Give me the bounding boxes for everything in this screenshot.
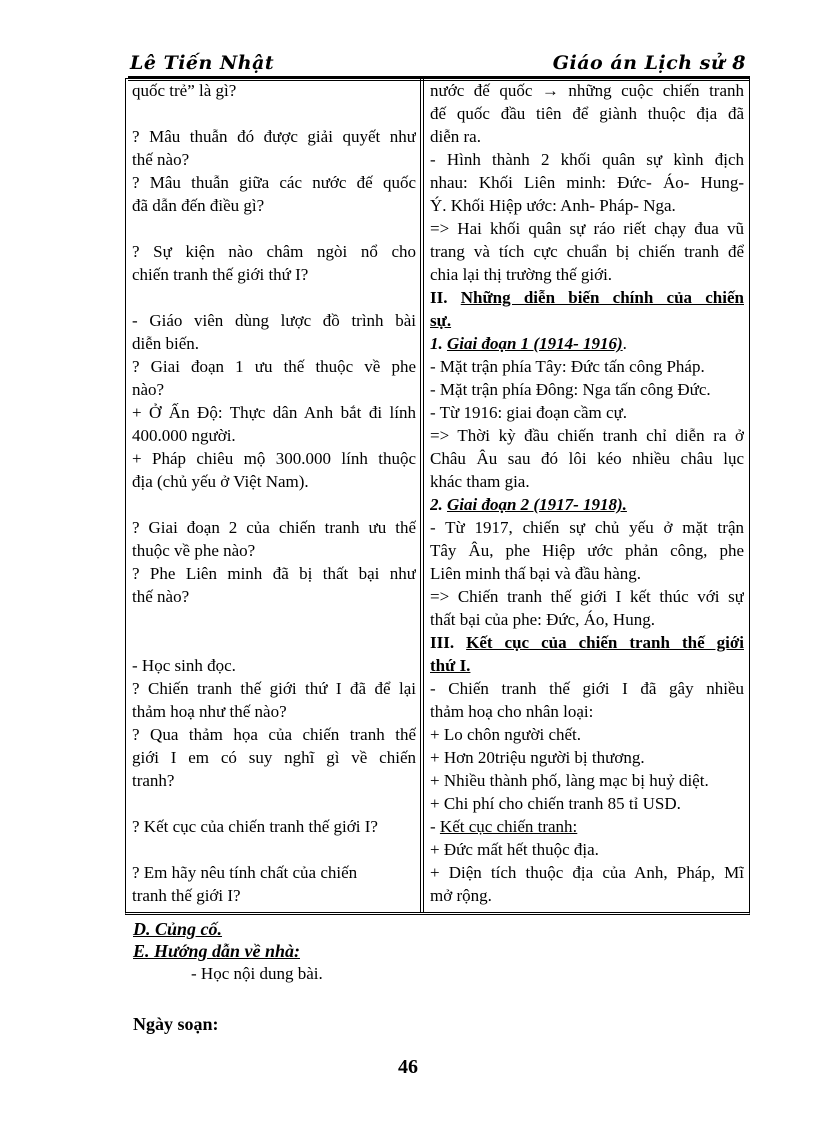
text-line (132, 102, 416, 125)
text-line (132, 631, 416, 654)
homework-item: - Học nội dung bài. (191, 964, 323, 983)
page-header (128, 52, 750, 76)
text-line: + Ở Ấn Độ: Thực dân Anh bắt đi lính (132, 403, 416, 422)
text-line: chiến tranh thế giới thứ I? (132, 265, 309, 284)
lesson-table (125, 78, 750, 915)
text-line: 400.000 người. (132, 426, 236, 445)
text-line: + Lo chôn người chết. (430, 725, 582, 744)
text-line: - Giáo viên dùng lược đồ trình bài (132, 311, 416, 330)
period-number: 2. (430, 495, 447, 514)
text-line: giới I em có suy nghĩ gì về chiến (132, 748, 416, 767)
text-line (132, 493, 416, 516)
text-line (430, 286, 744, 309)
text-line: ? Chiến tranh thế giới thứ I đã để lại (132, 679, 416, 698)
text-line: + Chi phí cho chiến tranh 85 tỉ USD. (430, 794, 681, 813)
text-line: chia lại thị trường thế giới. (430, 265, 613, 284)
text-line: + Đức mất hết thuộc địa. (430, 840, 599, 859)
text-line: - Từ 1917, chiến sự chủ yếu ở mặt trận (430, 518, 744, 537)
header-subject: Giáo án Lịch sử 8 (552, 52, 746, 74)
text-line: nước đế quốc → những cuộc chiến tranh (430, 81, 744, 100)
text-line: - Mặt trận phía Tây: Đức tấn công Pháp. (430, 357, 705, 376)
text-line: thế nào? (132, 150, 190, 169)
text-line: Châu Âu sau đó lôi kéo nhiều châu lục (430, 449, 744, 468)
section-e-heading: E. Hướng dẫn về nhà: (133, 941, 300, 961)
section-heading: Kết cục của chiến tranh thế giới (466, 633, 744, 652)
text-line: thuộc về phe nào? (132, 541, 256, 560)
text-line: ? Kết cục của chiến tranh thế giới I? (132, 817, 378, 836)
text-line: - Hình thành 2 khối quân sự kình địch (430, 150, 744, 169)
text-line (132, 608, 416, 631)
text-line: => Thời kỳ đầu chiến tranh chỉ diễn ra ở (430, 426, 744, 445)
text-line: - Chiến tranh thế giới I đã gây nhiều (430, 679, 744, 698)
text-line: => Chiến tranh thế giới I kết thúc với sự (430, 587, 744, 606)
text-line: diễn ra. (430, 127, 481, 146)
text-line: ? Sự kiện nào châm ngòi nổ cho (132, 242, 416, 261)
text-line: sự. (430, 311, 452, 330)
text-line: - Mặt trận phía Đông: Nga tấn công Đức. (430, 380, 711, 399)
section-d-heading: D. Củng cố. (133, 919, 223, 939)
text-line (132, 792, 416, 815)
page-number: 46 (398, 1056, 418, 1078)
text-line: - Học sinh đọc. (132, 656, 236, 675)
subheading-text: Kết cục chiến tranh: (439, 817, 578, 836)
text-line: đế quốc đầu tiên để giành thuộc địa đã (430, 104, 744, 123)
section-number: II. (430, 288, 461, 307)
text-line: ? Em hãy nêu tính chất của chiến (132, 863, 358, 882)
text-line: Tây Âu, phe Hiệp ước phản công, phe (430, 541, 744, 560)
text-line: thảm hoạ như thế nào? (132, 702, 287, 721)
period-heading (430, 493, 744, 516)
text-line: + Diện tích thuộc địa của Anh, Pháp, Mĩ (430, 863, 744, 882)
lesson-footer (133, 918, 633, 986)
section-heading: Những diễn biến chính của chiến (460, 288, 744, 307)
text-line (132, 838, 416, 861)
text-line: tranh thế giới I? (132, 886, 241, 905)
period-tail: . (622, 334, 627, 353)
section-number: III. (430, 633, 467, 652)
text-line: nào? (132, 380, 165, 399)
header-author: Lê Tiến Nhật (130, 52, 275, 74)
text-line: ? Mâu thuẫn giữa các nước đế quốc (132, 173, 416, 192)
text-line: + Pháp chiêu mộ 300.000 lính thuộc (132, 449, 416, 468)
text-line: thảm hoạ cho nhân loại: (430, 702, 594, 721)
column-divider (420, 79, 424, 912)
text-line: mở rộng. (430, 886, 492, 905)
text-line: + Hơn 20triệu người bị thương. (430, 748, 645, 767)
period-heading (430, 332, 744, 355)
text-line: ? Phe Liên minh đã bị thất bại như (132, 564, 416, 583)
text-line: thứ I. (430, 656, 471, 675)
period-title: Giai đoạn 1 (1914- 1916) (447, 334, 623, 353)
bullet-dash: - (430, 817, 440, 836)
period-title: Giai đoạn 2 (1917- 1918). (447, 495, 627, 514)
text-line: diễn biến. (132, 334, 200, 353)
text-line: đã dẫn đến điều gì? (132, 196, 265, 215)
text-line: khác tham gia. (430, 472, 530, 491)
text-line: Ý. Khối Hiệp ước: Anh- Pháp- Nga. (430, 196, 676, 215)
text-line (132, 217, 416, 240)
text-line (132, 286, 416, 309)
lesson-content-column (430, 79, 744, 907)
text-line: ? Qua thảm họa của chiến tranh thế (132, 725, 416, 744)
period-number: 1. (430, 334, 447, 353)
text-line: + Nhiều thành phố, làng mạc bị huỷ diệt. (430, 771, 709, 790)
text-line: thất bại của phe: Đức, Áo, Hung. (430, 610, 655, 629)
ngay-soan-label: Ngày soạn: (133, 1014, 219, 1034)
text-line: ? Giai đoạn 1 ưu thế thuộc về phe (132, 357, 416, 376)
text-line: tranh? (132, 771, 175, 790)
text-line: thế nào? (132, 587, 190, 606)
text-line: ? Giai đoạn 2 của chiến tranh ưu thế (132, 518, 416, 537)
text-line: ? Mâu thuẫn đó được giải quyết như (132, 127, 416, 146)
text-line (430, 631, 744, 654)
teacher-student-activities-column (132, 79, 416, 907)
text-line: Liên minh thấ bại và đầu hàng. (430, 564, 642, 583)
subheading-line (430, 815, 744, 838)
text-line: nhau: Khối Liên minh: Đức- Áo- Hung- (430, 173, 744, 192)
text-line: trang và tích cực chuẩn bị chiến tranh để (430, 242, 744, 261)
text-line: địa (chủ yếu ở Việt Nam). (132, 472, 309, 491)
text-line: - Từ 1916: giai đoạn cầm cự. (430, 403, 628, 422)
text-line: => Hai khối quân sự ráo riết chạy đua vũ (430, 219, 744, 238)
text-line: quốc trẻ” là gì? (132, 81, 237, 100)
